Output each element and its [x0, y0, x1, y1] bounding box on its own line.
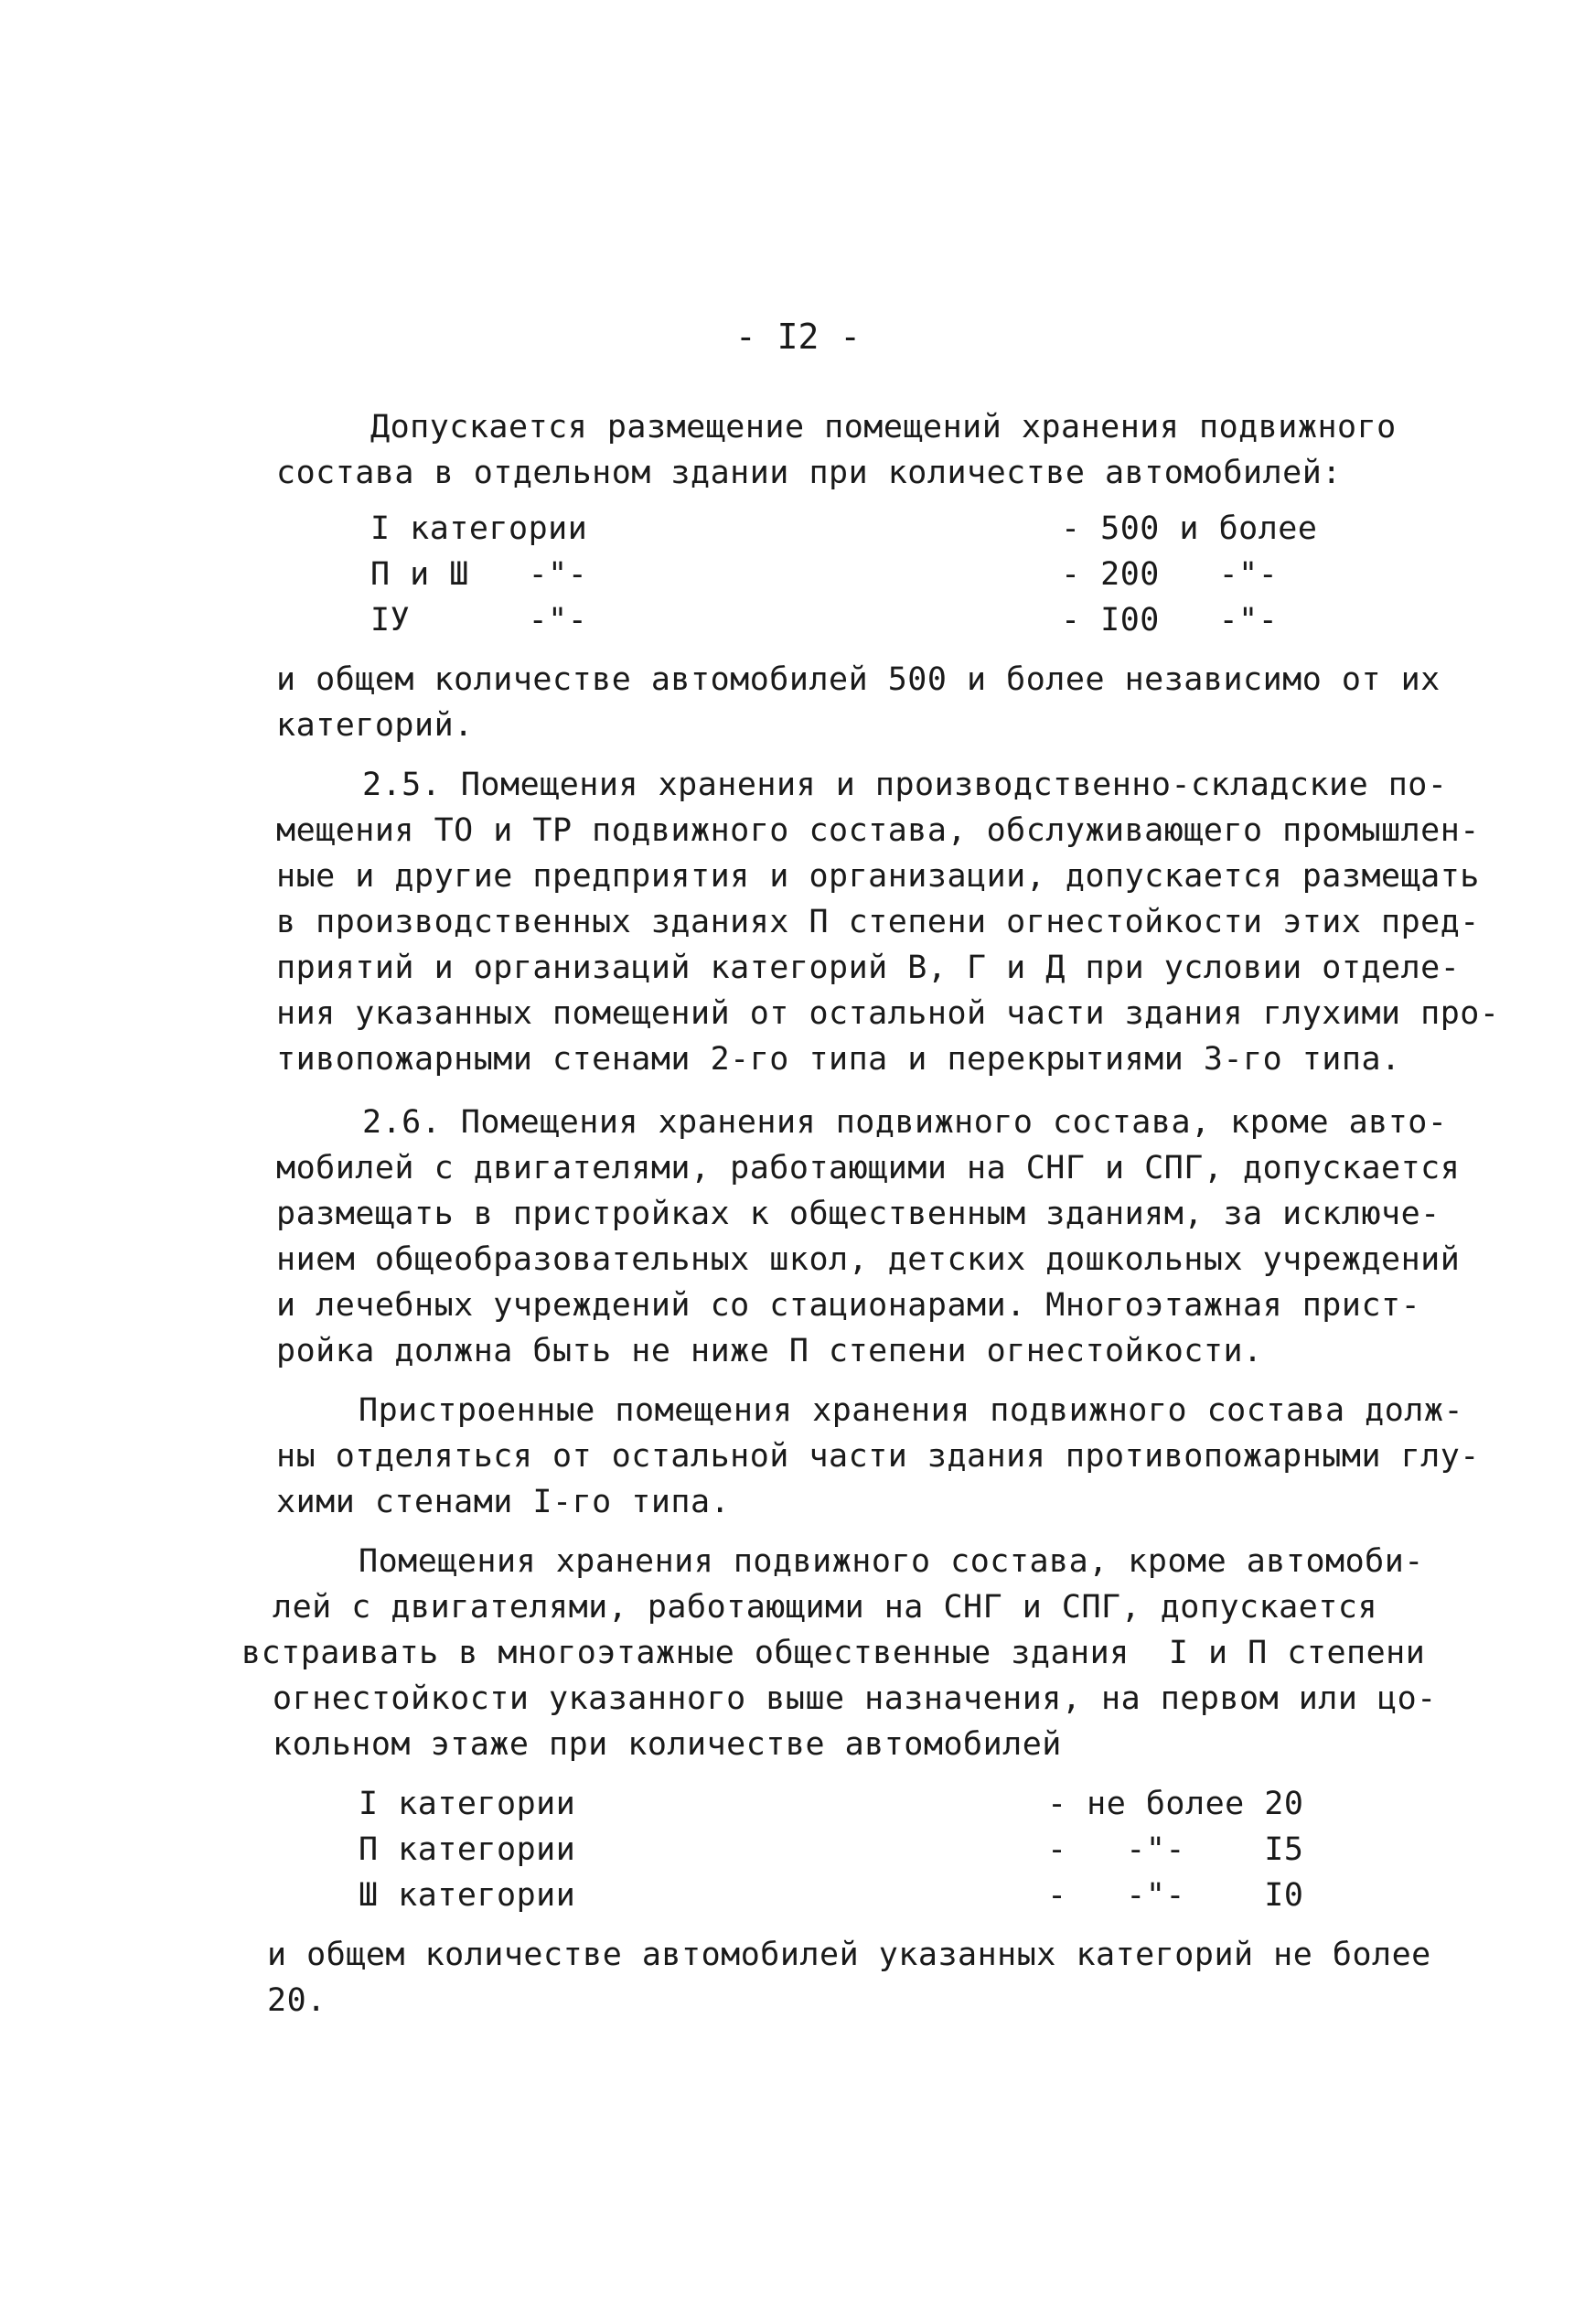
- p25-line-5: приятий и организаций категорий В, Г и Д при условии отделе-: [276, 950, 1461, 986]
- p25-line-7: тивопожарными стенами 2-го типа и перекрытиями 3-го типа.: [276, 1041, 1401, 1078]
- table2-row-1-category: I категории: [359, 1786, 576, 1822]
- table1-row-2-amount: - 200 -"-: [1061, 556, 1279, 593]
- table2-row-1-amount: - не более 20: [1047, 1786, 1304, 1822]
- p-embed-line-1: Помещения хранения подвижного состава, кроме автомоби-: [359, 1543, 1424, 1580]
- p25-line-1: 2.5. Помещения хранения и производственно-складские по-: [362, 767, 1448, 803]
- closing-line-2: 20.: [267, 1982, 327, 2019]
- p26-line-3: размещать в пристройках к общественным зданиям, за исключе-: [276, 1196, 1441, 1232]
- table2-row-2-amount: - -"- I5: [1047, 1831, 1304, 1868]
- p-built-in-line-3: хими стенами I-го типа.: [276, 1484, 731, 1520]
- after-table1-line-1: и общем количестве автомобилей 500 и более независимо от их: [276, 661, 1441, 698]
- after-table1-line-2: категорий.: [276, 707, 474, 744]
- p26-line-2: мобилей с двигателями, работающими на СНГ и СПГ, допускается: [276, 1150, 1461, 1186]
- table1-row-2-category: П и Ш -"-: [370, 556, 588, 593]
- intro-line-2: состава в отдельном здании при количестве автомобилей:: [276, 455, 1342, 491]
- p25-line-3: ные и другие предприятия и организации, допускается размещать: [276, 858, 1480, 895]
- p-embed-line-4: огнестойкости указанного выше назначения, на первом или цо-: [273, 1680, 1437, 1717]
- table1-row-3-amount: - I00 -"-: [1061, 602, 1279, 639]
- page-number: - I2 -: [734, 317, 862, 357]
- p26-line-1: 2.6. Помещения хранения подвижного состава, кроме авто-: [362, 1104, 1448, 1141]
- p26-line-4: нием общеобразовательных школ, детских дошкольных учреждений: [276, 1241, 1461, 1278]
- p25-line-6: ния указанных помещений от остальной части здания глухими про-: [276, 995, 1500, 1032]
- p26-line-5: и лечебных учреждений со стационарами. Многоэтажная прист-: [276, 1287, 1421, 1324]
- p-built-in-line-1: Пристроенные помещения хранения подвижного состава долж-: [359, 1392, 1464, 1429]
- p25-line-2: мещения ТО и ТР подвижного состава, обслуживающего промышлен-: [276, 812, 1480, 849]
- table2-row-3-category: Ш категории: [359, 1877, 576, 1914]
- p-embed-line-3: встраивать в многоэтажные общественные здания I и П степени: [241, 1635, 1426, 1671]
- p26-line-6: ройка должна быть не ниже П степени огнестойкости.: [276, 1333, 1263, 1369]
- p-built-in-line-2: ны отделяться от остальной части здания противопожарными глу-: [276, 1438, 1480, 1475]
- table1-row-1-category: I категории: [370, 510, 588, 547]
- table1-row-1-amount: - 500 и более: [1061, 510, 1318, 547]
- table2-row-3-amount: - -"- I0: [1047, 1877, 1304, 1914]
- table1-row-3-category: IУ -"-: [370, 602, 588, 639]
- table2-row-2-category: П категории: [359, 1831, 576, 1868]
- p25-line-4: в производственных зданиях П степени огнестойкости этих пред-: [276, 904, 1480, 940]
- p-embed-line-5: кольном этаже при количестве автомобилей: [273, 1726, 1062, 1763]
- closing-line-1: и общем количестве автомобилей указанных категорий не более: [267, 1937, 1431, 1973]
- p-embed-line-2: лей с двигателями, работающими на СНГ и СПГ, допускается: [273, 1589, 1378, 1626]
- intro-line-1: Допускается размещение помещений хранения подвижного: [370, 409, 1397, 445]
